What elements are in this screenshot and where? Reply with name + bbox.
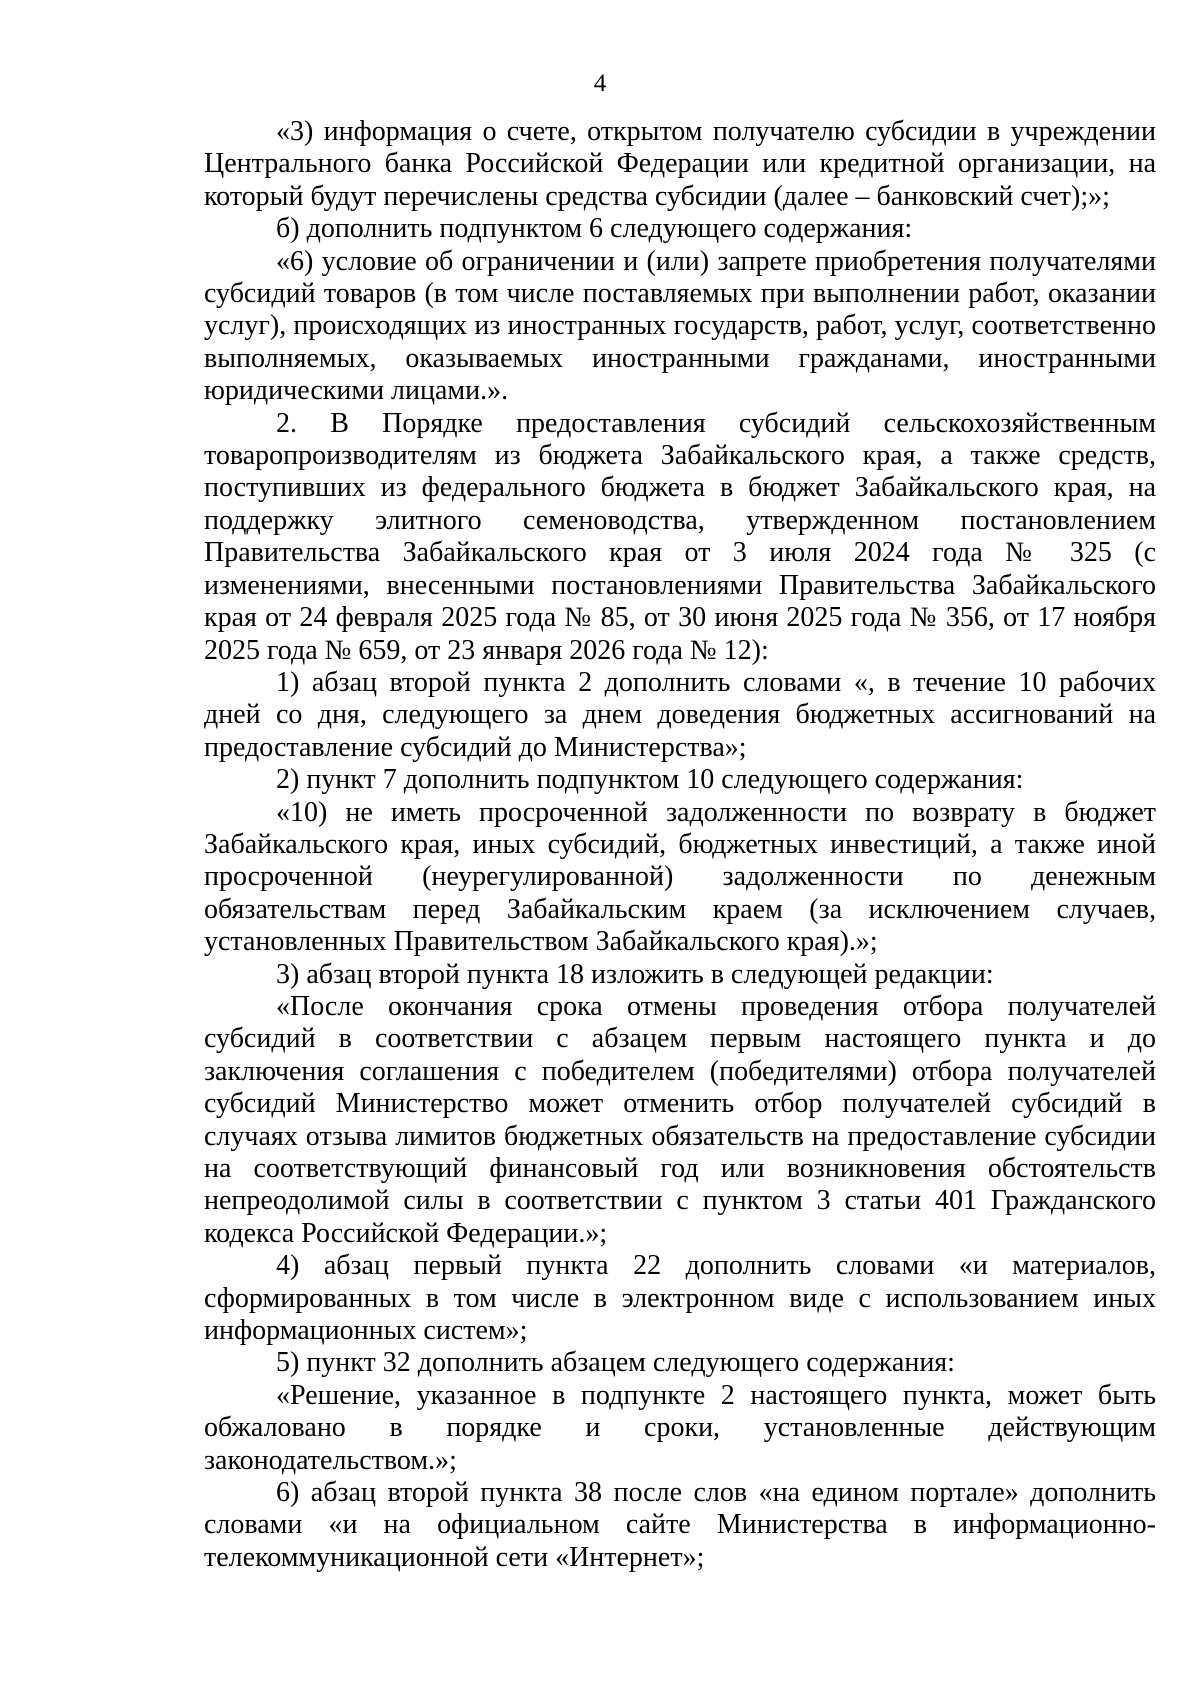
paragraph: 1) абзац второй пункта 2 дополнить словами «, в течение 10 рабочих дней со дня, следующего за днем доведения бюджетных ассигнований на предоставление субсидий до Министерства»; bbox=[204, 666, 1156, 763]
paragraph: «10) не иметь просроченной задолженности по возврату в бюджет Забайкальского края, иных субсидий, бюджетных инвестиций, а также иной просроченной (неурегулированной) задолженности по денежным обязательствам перед Забайкальским краем (за исключением случаев, установленных Правительством Забайкальского края).»; bbox=[204, 796, 1156, 958]
paragraph: б) дополнить подпунктом 6 следующего содержания: bbox=[276, 213, 913, 245]
paragraph: 6) абзац второй пункта 38 после слов «на едином портале» дополнить словами «и на официальном сайте Министерства в информационно-телекоммуникационной сети «Интернет»; bbox=[204, 1477, 1156, 1573]
paragraph: 2) пункт 7 дополнить подпунктом 10 следующего содержания: bbox=[276, 764, 1024, 796]
paragraph: «Решение, указанное в подпункте 2 настоящего пункта, может быть обжаловано в порядке и сроки, установленные действующим законодательством.»; bbox=[204, 1379, 1156, 1476]
paragraph: 3) абзац второй пункта 18 изложить в следующей редакции: bbox=[276, 958, 994, 990]
paragraph: 5) пункт 32 дополнить абзацем следующего содержания: bbox=[276, 1347, 955, 1379]
paragraph: «После окончания срока отмены проведения отбора получателей субсидий в соответствии с абзацем первым настоящего пункта и до заключения соглашения с победителем (победителями) отбора получателей субсидий Министерство может отменить отбор получателей субсидий в случаях отзыва лимитов бюджетных обязательств на предоставление субсидии на соответствующий финансовый год или возникновения обстоятельств непреодолимой силы в соответствии с пунктом 3 статьи 401 Гражданского кодекса Российской Федерации.»; bbox=[204, 990, 1156, 1249]
paragraph: 4) абзац первый пункта 22 дополнить словами «и материалов, сформированных в том числе в электронном виде с использованием иных информационных систем»; bbox=[204, 1250, 1156, 1347]
paragraph: «6) условие об ограничении и (или) запрете приобретения получателями субсидий товаров (в том числе поставляемых при выполнении работ, оказании услуг), происходящих из иностранных государств, работ, услуг, соответственно выполняемых, оказываемых иностранными гражданами, иностранными юридическими лицами.». bbox=[204, 245, 1156, 407]
paragraph: «3) информация о счете, открытом получателю субсидии в учреждении Центрального банка Российской Федерации или кредитной организации, на который будут перечислены средства субсидии (далее – банковский счет);»; bbox=[204, 116, 1156, 212]
paragraph: 2. В Порядке предоставления субсидий сельскохозяйственным товаропроизводителям из бюджета Забайкальского края, а также средств, поступивших из федерального бюджета в бюджет Забайкальского края, на поддержку элитного семеноводства, утвержденном постановлением Правительства Забайкальского края от 3 июля 2024 года № 325 (с изменениями, внесенными постановлениями Правительства Забайкальского края от 24 февраля 2025 года № 85, от 30 июня 2025 года № 356, от 17 ноября 2025 года № 659, от 23 января 2026 года № 12): bbox=[204, 407, 1156, 666]
page-number: 4 bbox=[593, 70, 607, 97]
document-body bbox=[204, 116, 1156, 1574]
